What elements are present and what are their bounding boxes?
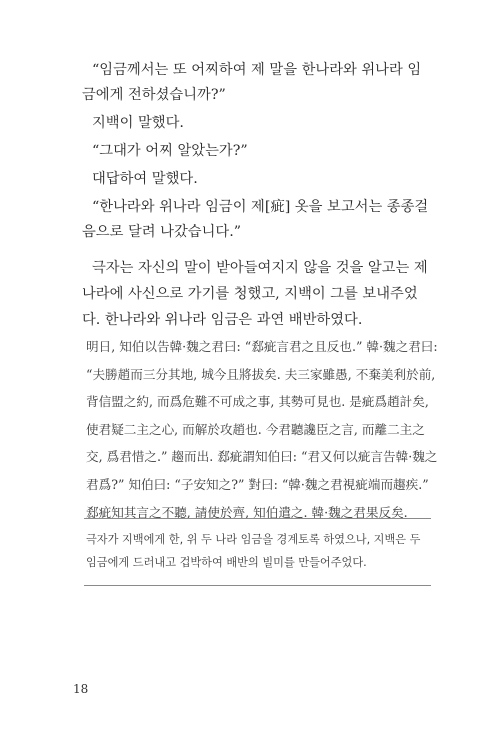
translation-paragraph: 지백이 말했다. — [92, 115, 184, 131]
note-bottom-rule — [84, 585, 431, 586]
translation-paragraph: “임금께서는 또 어찌하여 제 말을 한나라와 위나라 임금에게 전하셨습니까?” — [82, 62, 422, 103]
commentary-note — [86, 528, 426, 574]
note-text: 극자가 지백에게 한, 위 두 나라 임금을 경계토록 하였으나, 지백은 두 임금에게 드러내고 겁박하여 배반의 빌미를 만들어주었다. — [86, 533, 421, 569]
original-text: 明日, 知伯以告韓·魏之君曰: “郄疵言君之且反也.” 韓·魏之君曰: “夫勝趙而三分其地, 城今且將拔矣. 夫三家雖愚, 不棄美利於前, 背信盟之約, 而爲危難不可成之事, 其勢可見也. 是疵爲趙計矣, 使君疑二主之心, 而解於攻趙也. 今君聽讒臣之言, 而離二主之交, 爲君惜之.” 趨而出. 郄疵謂知伯曰: “君又何以疵言告韓·魏之君爲?” 知伯曰: “子安知之?” 對曰: “韓·魏之君視疵端而趨疾.” 郄疵知其言之不聽, 請使於齊, 知伯遣之. 韓·魏之君果反矣. — [86, 339, 438, 520]
korean-translation — [82, 58, 434, 333]
translation-paragraph: “한나라와 위나라 임금이 제[疵] 옷을 보고서는 종종걸음으로 달려 나갔습니다.” — [82, 199, 429, 240]
original-classical-chinese — [86, 333, 438, 526]
page-number: 18 — [73, 682, 89, 696]
translation-paragraph: 극자는 자신의 말이 받아들여지지 않을 것을 알고는 제나라에 사신으로 가기를 청했고, 지백이 그를 보내주었다. 한나라와 위나라 임금은 과연 배반하였다. — [82, 260, 428, 328]
note-top-rule — [84, 518, 431, 519]
translation-paragraph: 대답하여 말했다. — [92, 171, 198, 187]
translation-paragraph: “그대가 어찌 알았는가?” — [92, 143, 248, 159]
